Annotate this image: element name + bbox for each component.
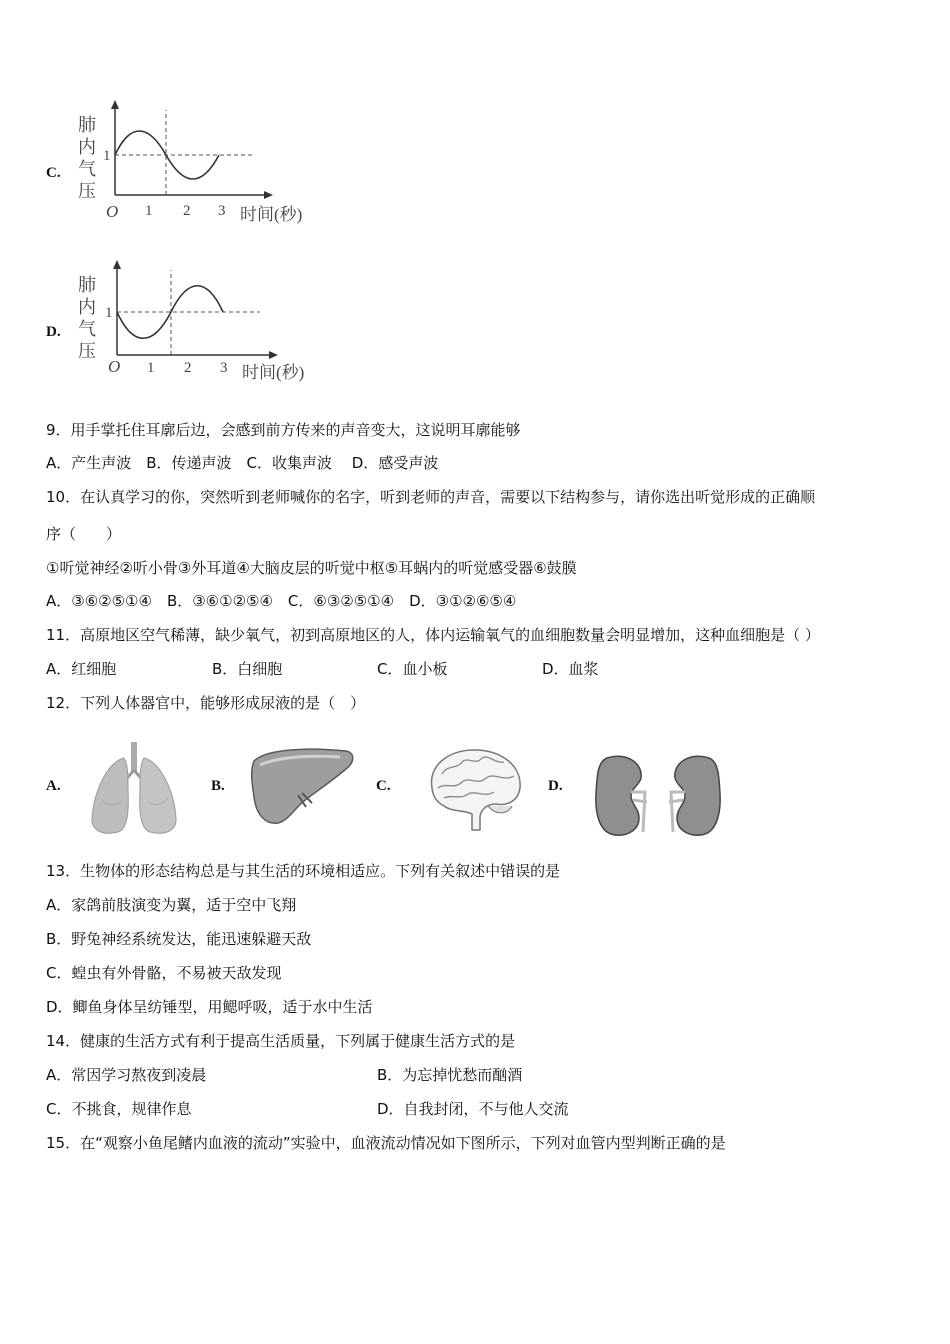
q9-stem: 9．用手掌托住耳廓后边，会感到前方传来的声音变大，这说明耳廓能够 xyxy=(46,421,521,439)
q13-option-b: B．野兔神经系统发达，能迅速躲避天敌 xyxy=(46,930,312,948)
q11-option-d: D．血浆 xyxy=(542,660,599,678)
q12-option-a-label: A. xyxy=(46,778,61,794)
q12-option-b-label: B. xyxy=(211,778,225,794)
q10-options: A．③⑥②⑤①④ B．③⑥①②⑤④ C．⑥③②⑤①④ D．③①②⑥⑤④ xyxy=(46,592,517,610)
q11-option-c: C．血小板 xyxy=(377,660,448,678)
x-tick-label: 3 xyxy=(220,360,228,376)
x-tick-label: 2 xyxy=(183,203,191,219)
q12-option-c-label: C. xyxy=(376,778,391,794)
q15-stem: 15．在“观察小鱼尾鳍内血液的流动”实验中，血液流动情况如下图所示，下列对血管内型判断正确的是 xyxy=(46,1134,726,1152)
origin-label: O xyxy=(106,202,119,221)
ylabel-char: 肺 xyxy=(78,275,96,295)
lungs-image xyxy=(88,740,180,838)
q13-option-d: D．鲫鱼身体呈纺锤型，用鳃呼吸，适于水中生活 xyxy=(46,998,373,1016)
q14-option-b: B．为忘掉忧愁而酗酒 xyxy=(377,1066,523,1084)
brain-image xyxy=(424,744,526,834)
q14-option-a: A．常因学习熬夜到凌晨 xyxy=(46,1066,207,1084)
ylabel-char: 气 xyxy=(78,319,96,339)
q10-stem-line1: 10．在认真学习的你，突然听到老师喊你的名字，听到老师的声音，需要以下结构参与，请你选出听觉形成的正确顺 xyxy=(46,488,816,506)
q12-option-d-label: D. xyxy=(548,778,563,794)
x-tick-label: 1 xyxy=(147,360,155,376)
q10-items: ①听觉神经②听小骨③外耳道④大脑皮层的听觉中枢⑤耳蜗内的听觉感受器⑥鼓膜 xyxy=(46,559,577,577)
q13-option-a: A．家鸽前肢演变为翼，适于空中飞翔 xyxy=(46,896,297,914)
ylabel-char: 肺 xyxy=(78,115,96,135)
y-tick-label: 1 xyxy=(105,305,113,321)
q11-stem: 11．高原地区空气稀薄，缺少氧气，初到高原地区的人，体内运输氧气的血细胞数量会明显增加，这种血细胞是（ ） xyxy=(46,626,820,644)
y-tick-label: 1 xyxy=(103,148,111,164)
x-tick-label: 3 xyxy=(218,203,226,219)
x-tick-label: 1 xyxy=(145,203,153,219)
q14-stem: 14．健康的生活方式有利于提高生活质量，下列属于健康生活方式的是 xyxy=(46,1032,516,1050)
x-tick-label: 2 xyxy=(184,360,192,376)
q9-options: A．产生声波 B．传递声波 C．收集声波 D．感受声波 xyxy=(46,454,439,472)
option-c-label: C. xyxy=(46,165,61,181)
chart-d xyxy=(70,255,340,390)
option-d-label: D. xyxy=(46,324,61,340)
q11-option-b: B．白细胞 xyxy=(212,660,283,678)
q10-stem-line2: 序（ ） xyxy=(46,525,122,543)
x-axis-arrow xyxy=(264,191,273,199)
liver-image xyxy=(248,745,358,827)
origin-label: O xyxy=(108,357,121,376)
q13-option-c: C．蝗虫有外骨骼，不易被天敌发现 xyxy=(46,964,282,982)
x-axis-arrow xyxy=(269,351,278,359)
ylabel-char: 气 xyxy=(78,159,96,179)
y-axis-arrow xyxy=(111,100,119,109)
kidneys-image xyxy=(593,752,723,838)
x-axis-title: 时间(秒) xyxy=(242,363,305,382)
q14-option-d: D．自我封闭，不与他人交流 xyxy=(377,1100,569,1118)
ylabel-char: 内 xyxy=(78,137,96,157)
y-axis-arrow xyxy=(113,260,121,269)
q12-stem: 12．下列人体器官中，能够形成尿液的是（ ） xyxy=(46,694,366,712)
q14-option-c: C．不挑食，规律作息 xyxy=(46,1100,192,1118)
x-axis-title: 时间(秒) xyxy=(240,205,303,224)
ylabel-char: 压 xyxy=(78,341,96,361)
ylabel-char: 内 xyxy=(78,297,96,317)
ylabel-char: 压 xyxy=(78,181,96,201)
q11-option-a: A．红细胞 xyxy=(46,660,117,678)
q13-stem: 13．生物体的形态结构总是与其生活的环境相适应。下列有关叙述中错误的是 xyxy=(46,862,561,880)
chart-c xyxy=(70,95,340,230)
